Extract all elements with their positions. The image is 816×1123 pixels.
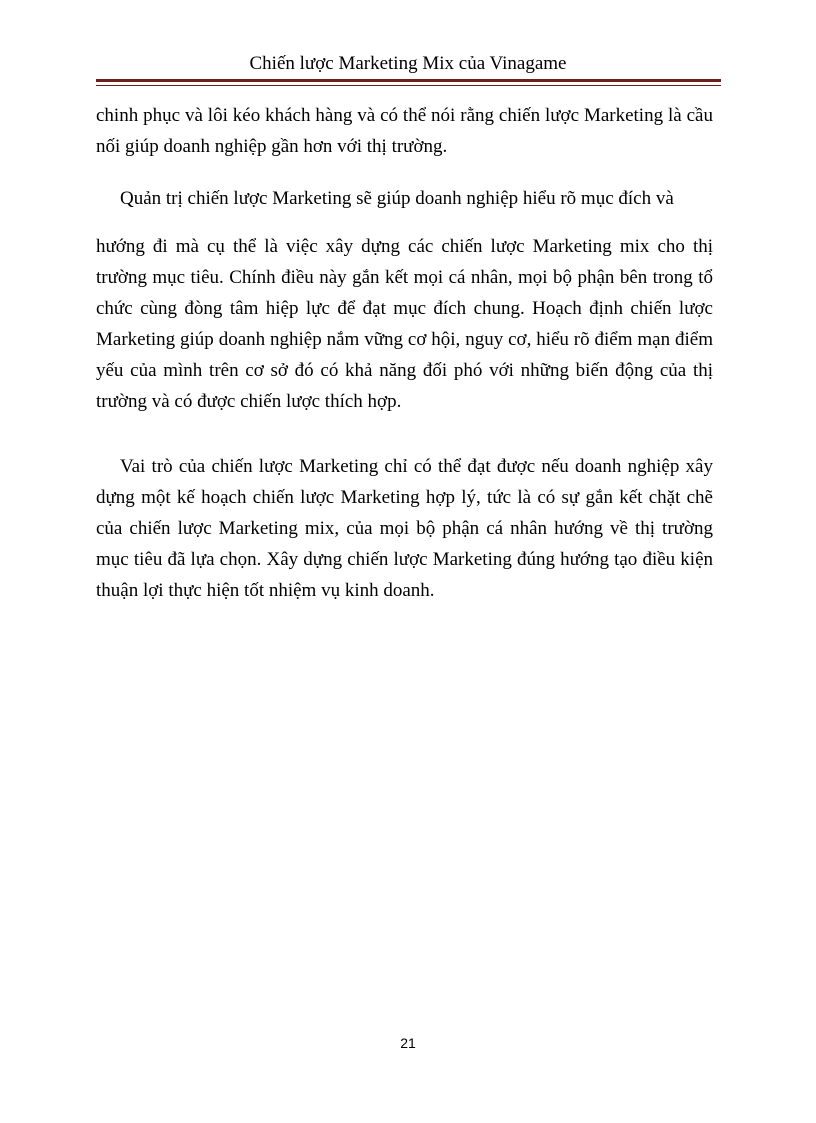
- running-header-title: Chiến lược Marketing Mix của Vinagame: [249, 53, 567, 74]
- body-paragraph: Quản trị chiến lược Marketing sẽ giúp doanh nghiệp hiểu rõ mục đích và: [120, 188, 674, 209]
- header-rule-thin: [96, 85, 721, 86]
- body-paragraph: hướng đi mà cụ thể là việc xây dựng các chiến lược Marketing mix cho thị trường mục tiêu. Chính điều này gắn kết mọi cá nhân, mọi bộ phận bên trong tổ chức cùng đòng tâm hiệp lực để đạt mục đích chung. Hoạch định chiến lược Marketing giúp doanh nghiệp nắm vững cơ hội, nguy cơ, hiểu rõ điểm mạn điểm yếu của mình trên cơ sở đó có khả năng đối phó với những biến động của thị trường và có được chiến lược thích hợp.: [96, 236, 713, 412]
- body-paragraph: Vai trò của chiến lược Marketing chỉ có thể đạt được nếu doanh nghiệp xây dựng một kế hoạch chiến lược Marketing hợp lý, tức là có sự gắn kết chặt chẽ của chiến lược Marketing mix, của mọi bộ phận cá nhân hướng về thị trường mục tiêu đã lựa chọn. Xây dựng chiến lược Marketing đúng hướng tạo điều kiện thuận lợi thực hiện tốt nhiệm vụ kinh doanh.: [96, 456, 713, 601]
- page-number: 21: [400, 1035, 416, 1051]
- body-paragraph: chinh phục và lôi kéo khách hàng và có thể nói rằng chiến lược Marketing là cầu nối giúp doanh nghiệp gần hơn với thị trường.: [96, 105, 713, 157]
- header-rule-thick: [96, 79, 721, 82]
